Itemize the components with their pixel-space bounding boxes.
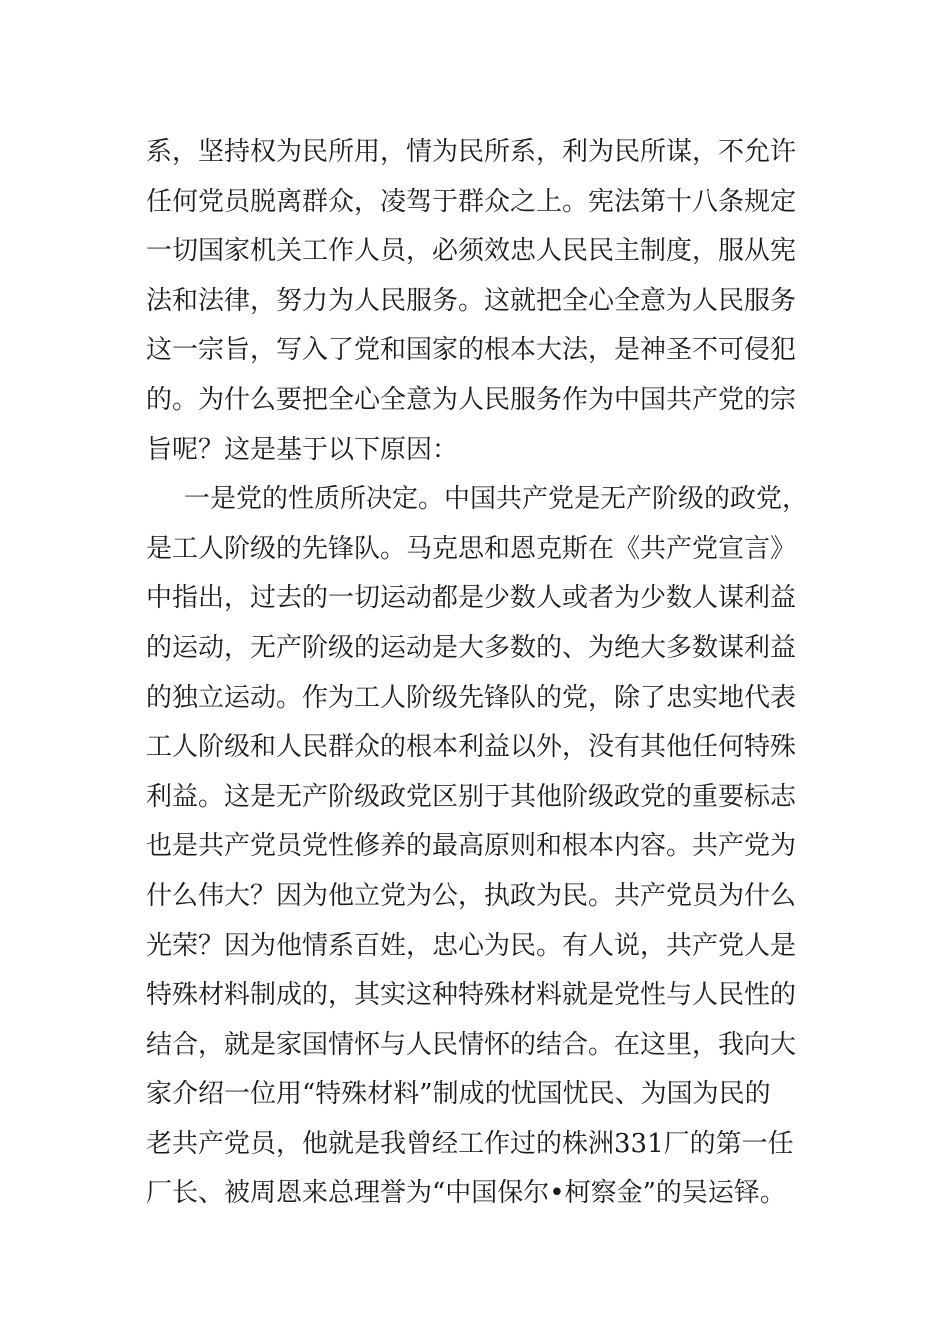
text-line: 结合，就是家国情怀与人民情怀的结合。在这里，我向大 bbox=[146, 1029, 797, 1060]
text-line: 法和法律，努力为人民服务。这就把全心全意为人民服务 bbox=[146, 285, 797, 316]
text-line: 什么伟大？因为他立党为公，执政为民。共产党员为什么 bbox=[146, 880, 797, 911]
text-line: 老共产党员，他就是我曾经工作过的株洲331厂的第一任 bbox=[146, 1128, 794, 1159]
text-line: 的。为什么要把全心全意为人民服务作为中国共产党的宗 bbox=[146, 384, 797, 415]
text-line: 特殊材料制成的，其实这种特殊材料就是党性与人民性的 bbox=[146, 980, 797, 1011]
paragraph-first-line: 一是党的性质所决定。中国共产党是无产阶级的政党， bbox=[184, 484, 809, 515]
body-text bbox=[146, 128, 826, 1219]
text-line: 中指出，过去的一切运动都是少数人或者为少数人谋利益 bbox=[146, 583, 797, 614]
text-line: 是工人阶级的先锋队。马克思和恩克斯在《共产党宣言》 bbox=[146, 533, 797, 564]
text-line: 光荣？因为他情系百姓，忠心为民。有人说，共产党人是 bbox=[146, 930, 797, 961]
text-line: 厂长、被周恩来总理誉为“中国保尔•柯察金”的吴运铎。 bbox=[146, 1178, 786, 1209]
text-line: 也是共产党员党性修养的最高原则和根本内容。共产党为 bbox=[146, 831, 797, 862]
text-line: 系，坚持权为民所用，情为民所系，利为民所谋，不允许 bbox=[146, 137, 797, 167]
text-line: 这一宗旨，写入了党和国家的根本大法，是神圣不可侵犯 bbox=[146, 335, 797, 366]
text-line: 的运动，无产阶级的运动是大多数的、为绝大多数谋利益 bbox=[146, 632, 797, 663]
text-line: 任何党员脱离群众，凌驾于群众之上。宪法第十八条规定 bbox=[146, 186, 797, 217]
text-line: 利益。这是无产阶级政党区别于其他阶级政党的重要标志 bbox=[146, 781, 797, 812]
text-line: 家介绍一位用“特殊材料”制成的忧国忧民、为国为民的 bbox=[146, 1079, 771, 1110]
text-line: 一切国家机关工作人员，必须效忠人民民主制度，服从宪 bbox=[146, 236, 797, 267]
text-line: 工人阶级和人民群众的根本利益以外，没有其他任何特殊 bbox=[146, 732, 797, 763]
text-line: 的独立运动。作为工人阶级先锋队的党，除了忠实地代表 bbox=[146, 682, 797, 713]
text-line: 旨呢？这是基于以下原因： bbox=[146, 434, 459, 465]
